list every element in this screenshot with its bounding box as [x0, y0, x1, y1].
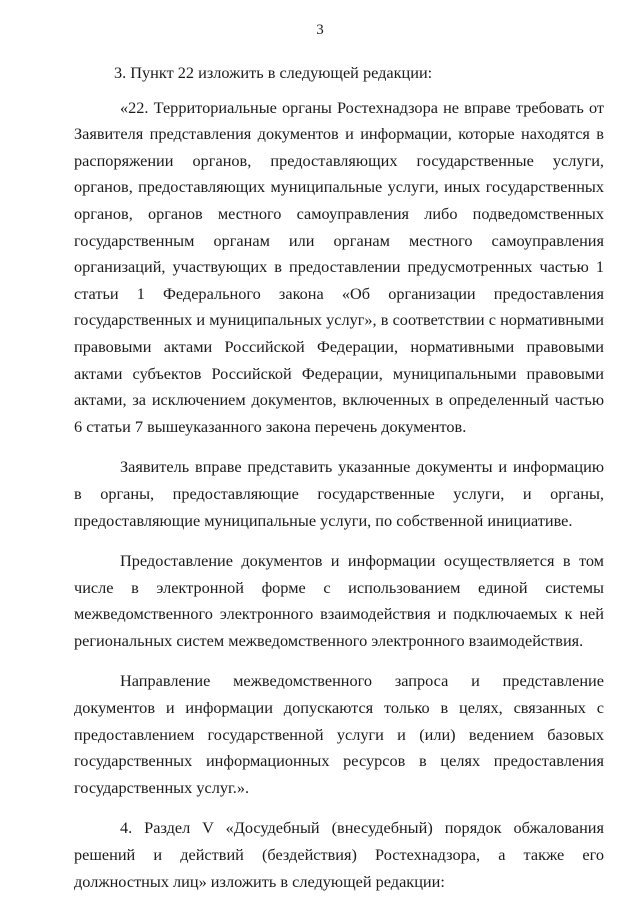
- paragraph-applicant-right: Заявитель вправе представить указанные документы и информацию в органы, предоставляющие государственные услуги, и органы, предоставляющие муниципальные услуги, по собственной инициативе.: [74, 457, 604, 530]
- paragraph-item-4: 4. Раздел V «Досудебный (внесудебный) порядок обжалования решений и действий (бездействия) Ростехнадзора, а также его должностных лиц» изложить в следующей редакции:: [74, 818, 604, 891]
- paragraph-item-3: 3. Пункт 22 изложить в следующей редакции:: [114, 63, 433, 82]
- paragraph-electronic-form: Предоставление документов и информации осуществляется в том числе в электронной форме с использованием единой системы межведомственного электронного взаимодействия и подключаемых к ней региональных систем межведомственного электронного взаимодействия.: [74, 551, 604, 650]
- paragraph-point-22: «22. Территориальные органы Ростехнадзора не вправе требовать от Заявителя представления документов и информации, которые находятся в распоряжении органов, предоставляющих государственные услуги, органов, предоставляющих муниципальные услуги, иных государственных органов, органов местного самоуправления либо подведомственных государственным органам или органам местного самоуправления организаций, участвующих в предоставлении предусмотренных частью 1 статьи 1 Федерального закона «Об организации предоставления государственных и муниципальных услуг», в соответствии с нормативными правовыми актами Российской Федерации, нормативными правовыми актами субъектов Российской Федерации, муниципальными правовыми актами, за исключением документов, включенных в определенный частью 6 статьи 7 вышеуказанного закона перечень документов.: [74, 97, 604, 436]
- page-number: 3: [316, 22, 324, 38]
- document-body: [74, 60, 604, 895]
- paragraph-interagency-request: Направление межведомственного запроса и представление документов и информации допускаются только в целях, связанных с предоставлением государственной услуги и (или) ведением базовых государственных информационных ресурсов в целях предоставления государственных услуг.».: [74, 671, 604, 797]
